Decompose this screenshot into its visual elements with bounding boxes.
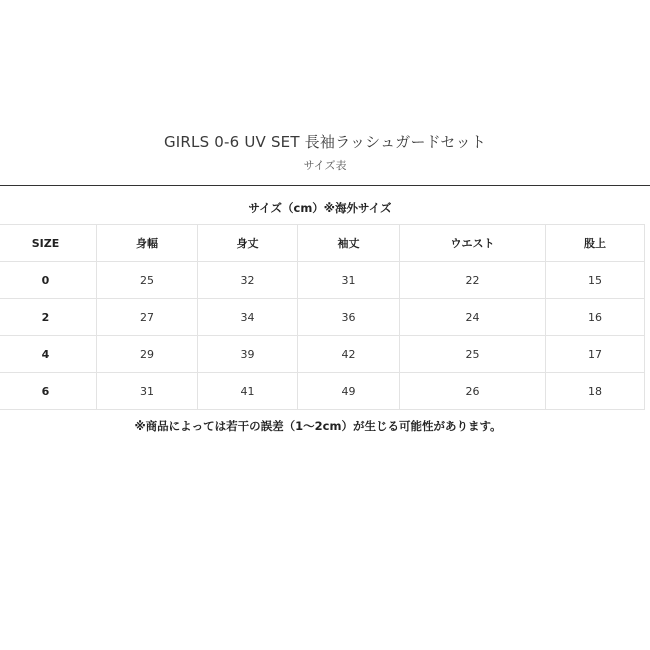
table-cell: 36 [298,299,400,336]
column-header-waist: ウエスト [400,225,546,262]
column-header-body-length: 身丈 [198,225,298,262]
table-row [0,262,645,299]
table-cell: 39 [198,336,298,373]
column-header-body-width: 身幅 [97,225,198,262]
size-cell: 2 [0,299,97,336]
table-cell: 24 [400,299,546,336]
table-cell: 25 [97,262,198,299]
table-cell: 41 [198,373,298,410]
column-header-rise: 股上 [546,225,645,262]
table-cell: 32 [198,262,298,299]
size-cell: 6 [0,373,97,410]
table-cell: 34 [198,299,298,336]
table-cell: 29 [97,336,198,373]
table-cell: 42 [298,336,400,373]
table-row [0,373,645,410]
divider [0,185,650,186]
table-header-row [0,225,645,262]
column-header-sleeve-length: 袖丈 [298,225,400,262]
table-cell: 26 [400,373,546,410]
tolerance-note: ※商品によっては若干の誤差（1〜2cm）が生じる可能性があります。 [134,419,502,433]
table-cell: 49 [298,373,400,410]
table-caption: サイズ（cm）※海外サイズ [248,201,392,215]
page-title: GIRLS 0-6 UV SET 長袖ラッシュガードセット [163,133,487,151]
table-cell: 22 [400,262,546,299]
size-cell: 0 [0,262,97,299]
table-row [0,299,645,336]
table-row [0,336,645,373]
table-cell: 27 [97,299,198,336]
table-cell: 16 [546,299,645,336]
table-cell: 25 [400,336,546,373]
table-cell: 17 [546,336,645,373]
table-cell: 31 [97,373,198,410]
size-cell: 4 [0,336,97,373]
size-table [0,224,645,410]
table-cell: 18 [546,373,645,410]
page-subtitle: サイズ表 [303,159,347,172]
table-cell: 31 [298,262,400,299]
column-header-size: SIZE [0,225,97,262]
table-cell: 15 [546,262,645,299]
